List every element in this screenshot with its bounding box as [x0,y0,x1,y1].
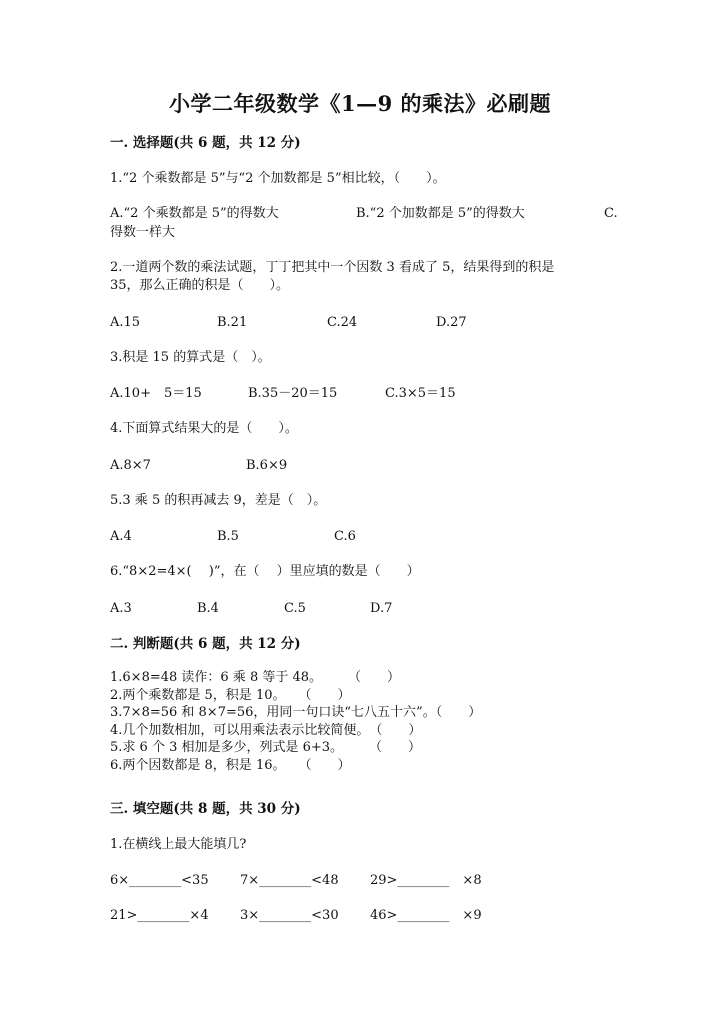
q6-option-d: D.7 [370,601,393,616]
fill-blank-item: 29>________ ×8 [370,873,482,888]
q5-stem: 5.3 乘 5 的积再减去 9，差是（ ）。 [110,493,327,508]
q5-option-a: A.4 [110,529,132,544]
fill-blank-item: 3×________<30 [240,908,339,923]
fill-blank-item: 6×________<35 [110,873,209,888]
q6-option-b: B.4 [197,601,219,616]
q2-stem-line1: 2.一道两个数的乘法试题，丁丁把其中一个因数 3 看成了 5，结果得到的积是 [110,260,555,275]
q5-option-c: C.6 [334,529,356,544]
judge-item: 6.两个因数都是 8，积是 16。 （ ） [110,757,351,773]
judge-list [110,669,481,774]
judge-item: 1.6×8=48 读作：6 乘 8 等于 48。 （ ） [110,670,401,685]
q3-option-c: C.3×5＝15 [385,386,456,401]
fill-blank-item: 21>________×4 [110,908,209,923]
section-heading-judge: 二. 判断题(共 6 题，共 12 分) [110,636,301,652]
q4-option-b: B.6×9 [246,458,288,473]
q4-stem: 4.下面算式结果大的是（ ）。 [110,421,298,436]
q2-option-c: C.24 [327,315,358,330]
q6-option-a: A.3 [110,601,132,616]
fill-blank-item: 7×________<48 [240,873,339,888]
q1-option-c-cont: 得数一样大 [110,225,176,240]
q2-option-a: A.15 [110,315,141,330]
fill-blank-item: 46>________ ×9 [370,908,482,923]
q1-option-b: B.“2 个加数都是 5”的得数大 [356,206,525,221]
q4-option-a: A.8×7 [110,458,151,473]
judge-item: 3.7×8=56 和 8×7=56，用同一句口诀“七八五十六”。（ ） [110,705,482,720]
q2-option-d: D.27 [436,315,467,330]
page-title: 小学二年级数学《1—9 的乘法》必刷题 [168,91,552,116]
judge-item: 2.两个乘数都是 5，积是 10。 （ ） [110,687,351,703]
judge-item: 5.求 6 个 3 相加是多少，列式是 6+3。 （ ） [110,740,422,755]
fill-q1-stem: 1.在横线上最大能填几? [110,837,247,852]
q1-option-c: C. [604,206,618,221]
section-heading-fill: 三. 填空题(共 8 题，共 30 分) [110,801,301,817]
q2-stem-line2: 35，那么正确的积是（ ）。 [110,278,290,293]
q6-stem: 6.“8×2=4×( )”，在（ ）里应填的数是（ ） [110,564,420,579]
q1-option-a: A.“2 个乘数都是 5”的得数大 [110,206,279,221]
q1-stem: 1.“2 个乘数都是 5”与“2 个加数都是 5”相比较，（ ）。 [110,171,446,186]
q3-option-a: A.10+ 5＝15 [110,386,202,401]
q3-option-b: B.35－20＝15 [248,386,338,401]
section-heading-choice: 一. 选择题(共 6 题，共 12 分) [110,135,301,151]
judge-item: 4.几个加数相加，可以用乘法表示比较简便。 （ ） [110,722,422,738]
q3-stem: 3.积是 15 的算式是（ ）。 [110,350,271,365]
q6-option-c: C.5 [284,601,306,616]
q2-option-b: B.21 [217,315,248,330]
q5-option-b: B.5 [217,529,239,544]
